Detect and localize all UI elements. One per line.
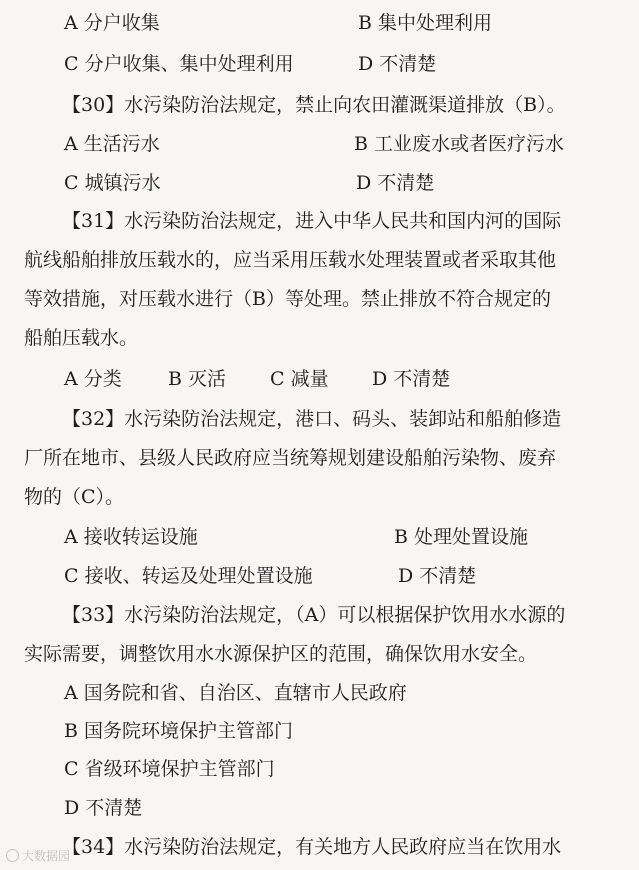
option-a: A 生活污水 xyxy=(64,133,160,155)
option-b: B 灭活 xyxy=(168,368,227,390)
option-b: B 集中处理利用 xyxy=(358,12,493,34)
question-text: 厂所在地市、县级人民政府应当统筹规划建设船舶污染物、废弃 xyxy=(24,447,557,469)
option-c: C 城镇污水 xyxy=(64,172,161,194)
option-d: D 不清楚 xyxy=(358,53,437,75)
option-b: B 工业废水或者医疗污水 xyxy=(354,133,565,155)
watermark-text: 大数据园 xyxy=(22,849,71,863)
option-c: C 分户收集、集中处理利用 xyxy=(64,53,294,75)
option-a: A 接收转运设施 xyxy=(64,526,198,548)
question-text: 物的（C）。 xyxy=(24,486,125,508)
option-c: C 省级环境保护主管部门 xyxy=(64,758,275,780)
option-c: C 接收、转运及处理处置设施 xyxy=(64,565,313,587)
question-text: 航线船舶排放压载水的，应当采用压载水处理装置或者采取其他 xyxy=(24,249,557,271)
question-text: 【33】水污染防治法规定，（A）可以根据保护饮用水水源的 xyxy=(62,604,566,626)
question-text: 【32】水污染防治法规定，港口、码头、装卸站和船舶修造 xyxy=(62,408,562,430)
question-text: 等效措施，对压载水进行（B）等处理。禁止排放不符合规定的 xyxy=(24,288,551,310)
option-b: B 处理处置设施 xyxy=(394,526,529,548)
option-d: D 不清楚 xyxy=(398,565,477,587)
watermark xyxy=(6,847,70,864)
question-text: 【34】水污染防治法规定，有关地方人民政府应当在饮用水 xyxy=(62,836,562,858)
question-text: 实际需要，调整饮用水水源保护区的范围，确保饮用水安全。 xyxy=(24,643,538,665)
circle-logo-icon xyxy=(6,849,19,862)
question-text: 【31】水污染防治法规定，进入中华人民共和国内河的国际 xyxy=(62,210,562,232)
question-text: 船舶压载水。 xyxy=(24,327,139,349)
option-a: A 国务院和省、自治区、直辖市人民政府 xyxy=(64,682,407,704)
option-b: B 国务院环境保护主管部门 xyxy=(64,720,294,742)
option-d: D 不清楚 xyxy=(64,797,143,819)
option-d: D 不清楚 xyxy=(372,368,451,390)
option-c: C 减量 xyxy=(270,368,329,390)
option-d: D 不清楚 xyxy=(356,172,435,194)
option-a: A 分类 xyxy=(64,368,122,390)
option-a: A 分户收集 xyxy=(64,12,160,34)
question-text: 【30】水污染防治法规定，禁止向农田灌溉渠道排放（B）。 xyxy=(62,94,566,116)
